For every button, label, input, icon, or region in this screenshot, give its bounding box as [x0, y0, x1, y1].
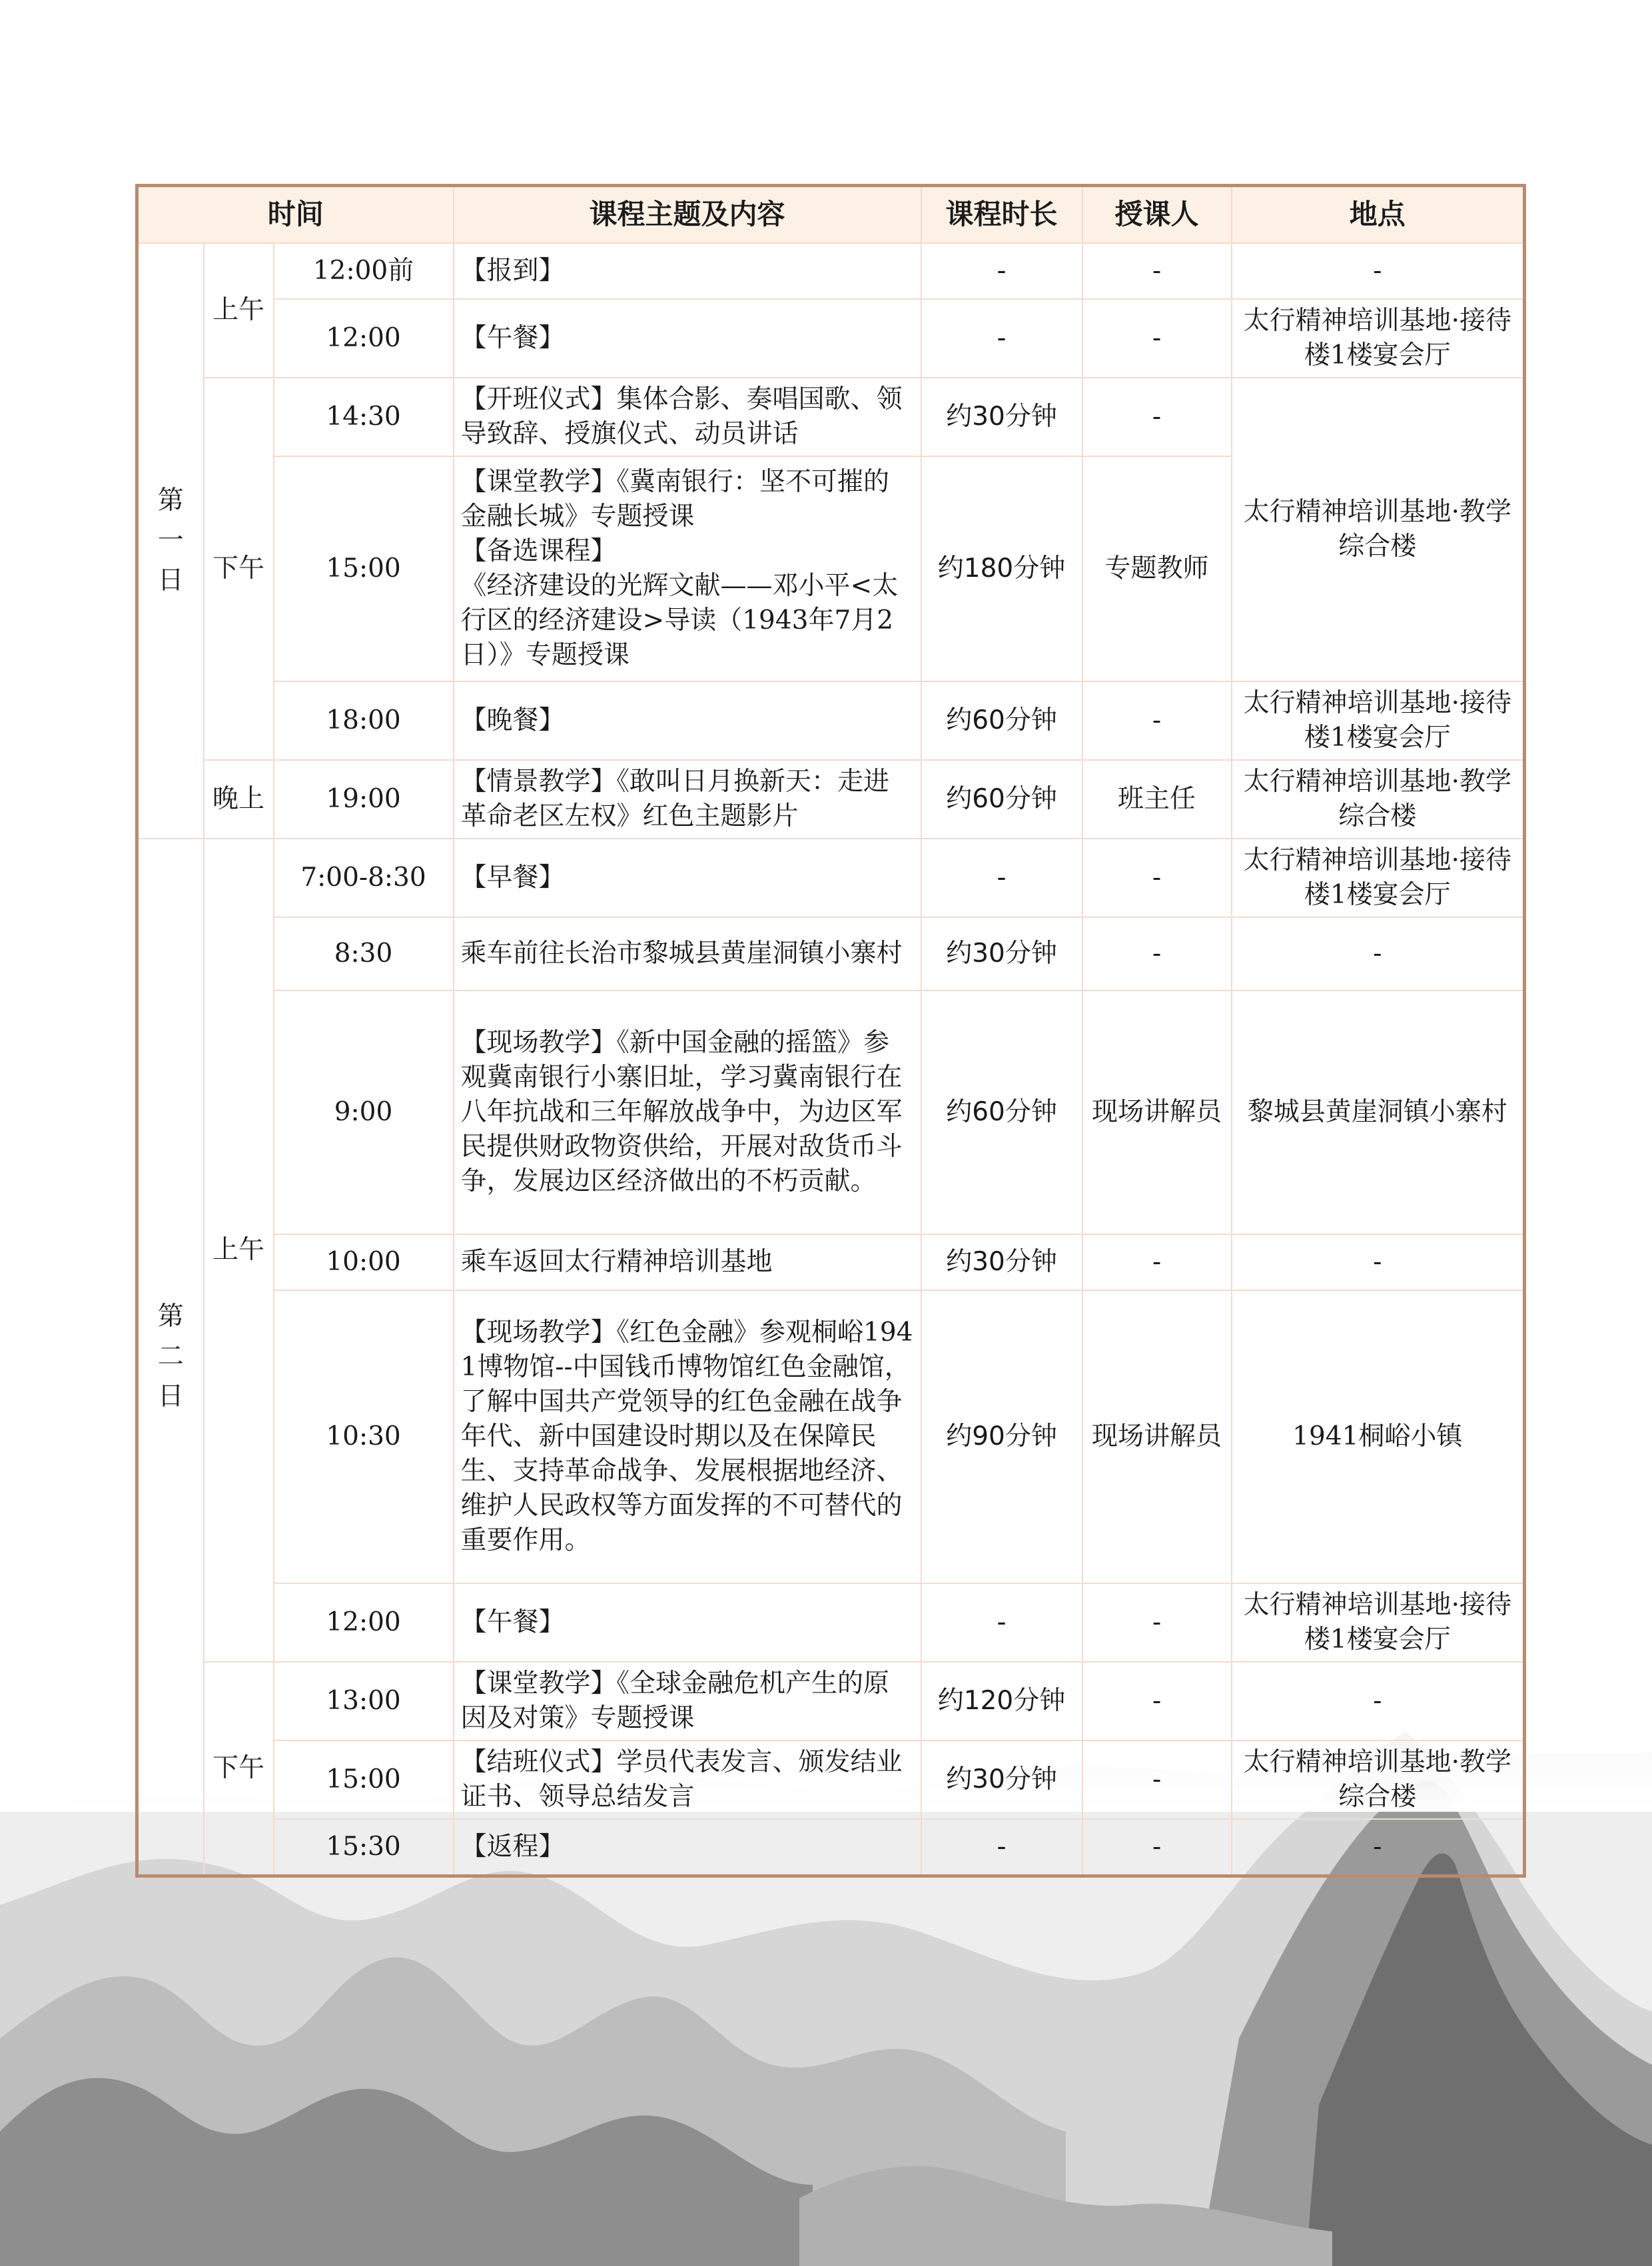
- duration-cell: 约30分钟: [921, 1234, 1082, 1290]
- table-row: [137, 1583, 1525, 1662]
- time-cell: 15:00: [274, 1740, 454, 1819]
- table-row: [137, 1662, 1525, 1740]
- time-cell: 14:30: [274, 378, 454, 456]
- location-cell: -: [1232, 1662, 1525, 1740]
- location-cell: 黎城县黄崖洞镇小寨村: [1232, 990, 1525, 1234]
- time-cell: 7:00-8:30: [274, 839, 454, 917]
- content-cell: 【结班仪式】学员代表发言、颁发结业证书、领导总结发言: [454, 1740, 921, 1819]
- location-cell: 太行精神培训基地·接待楼1楼宴会厅: [1232, 299, 1525, 378]
- table-row: [137, 1819, 1525, 1876]
- duration-cell: 约30分钟: [921, 378, 1082, 456]
- day-label: 第一日: [157, 485, 184, 595]
- location-cell: -: [1232, 243, 1525, 299]
- duration-cell: 约60分钟: [921, 760, 1082, 839]
- header-location: 地点: [1232, 186, 1525, 243]
- content-cell: 【课堂教学】《冀南银行：坚不可摧的金融长城》专题授课 【备选课程】 《经济建设的光辉文献——邓小平<太行区的经济建设>导读（1943年7月2日）》专题授课: [454, 456, 921, 681]
- content-cell: 【午餐】: [454, 1583, 921, 1662]
- location-cell: 太行精神培训基地·接待楼1楼宴会厅: [1232, 681, 1525, 760]
- time-cell: 12:00: [274, 1583, 454, 1662]
- content-cell: 【报到】: [454, 243, 921, 299]
- lecturer-cell: -: [1082, 243, 1232, 299]
- table-row: [137, 378, 1525, 456]
- lecturer-cell: 班主任: [1082, 760, 1232, 839]
- duration-cell: 约120分钟: [921, 1662, 1082, 1740]
- table-row: [137, 1740, 1525, 1819]
- lecturer-cell: 专题教师: [1082, 456, 1232, 681]
- table-row: [137, 990, 1525, 1234]
- time-cell: 10:00: [274, 1234, 454, 1290]
- table-row: [137, 760, 1525, 839]
- location-cell: 太行精神培训基地·接待楼1楼宴会厅: [1232, 1583, 1525, 1662]
- period-morning: 上午: [204, 839, 274, 1662]
- location-cell: 太行精神培训基地·教学综合楼: [1232, 1740, 1525, 1819]
- time-cell: 15:00: [274, 456, 454, 681]
- duration-cell: 约60分钟: [921, 681, 1082, 760]
- time-cell: 19:00: [274, 760, 454, 839]
- duration-cell: 约30分钟: [921, 917, 1082, 990]
- location-cell: -: [1232, 1234, 1525, 1290]
- location-cell: -: [1232, 1819, 1525, 1876]
- duration-cell: -: [921, 299, 1082, 378]
- location-cell: 1941桐峪小镇: [1232, 1290, 1525, 1583]
- header-lecturer: 授课人: [1082, 186, 1232, 243]
- time-cell: 8:30: [274, 917, 454, 990]
- day-label: 第二日: [157, 1301, 184, 1411]
- table-row: [137, 299, 1525, 378]
- duration-cell: 约30分钟: [921, 1740, 1082, 1819]
- time-cell: 9:00: [274, 990, 454, 1234]
- content-cell: 【早餐】: [454, 839, 921, 917]
- lecturer-cell: 现场讲解员: [1082, 1290, 1232, 1583]
- time-cell: 10:30: [274, 1290, 454, 1583]
- period-evening: 晚上: [204, 760, 274, 839]
- duration-cell: -: [921, 839, 1082, 917]
- lecturer-cell: -: [1082, 378, 1232, 456]
- time-cell: 15:30: [274, 1819, 454, 1876]
- content-cell: 【情景教学】《敢叫日月换新天：走进革命老区左权》红色主题影片: [454, 760, 921, 839]
- duration-cell: -: [921, 1583, 1082, 1662]
- table-row: [137, 681, 1525, 760]
- day-one-cell: [137, 243, 204, 839]
- duration-cell: 约60分钟: [921, 990, 1082, 1234]
- header-time: 时间: [137, 186, 454, 243]
- lecturer-cell: -: [1082, 1234, 1232, 1290]
- schedule-table: [135, 184, 1526, 1878]
- content-cell: 【现场教学】《红色金融》参观桐峪1941博物馆--中国钱币博物馆红色金融馆，了解中国共产党领导的红色金融在战争年代、新中国建设时期以及在保障民生、支持革命战争、发展根据地经济、维护人民政权等方面发挥的不可替代的重要作用。: [454, 1290, 921, 1583]
- lecturer-cell: -: [1082, 299, 1232, 378]
- content-cell: 【晚餐】: [454, 681, 921, 760]
- table-row: [137, 243, 1525, 299]
- lecturer-cell: -: [1082, 1583, 1232, 1662]
- lecturer-cell: -: [1082, 839, 1232, 917]
- table-row: [137, 839, 1525, 917]
- period-afternoon: 下午: [204, 378, 274, 760]
- duration-cell: 约90分钟: [921, 1290, 1082, 1583]
- lecturer-cell: -: [1082, 681, 1232, 760]
- lecturer-cell: -: [1082, 917, 1232, 990]
- header-content: 课程主题及内容: [454, 186, 921, 243]
- duration-cell: 约180分钟: [921, 456, 1082, 681]
- content-cell: 乘车前往长治市黎城县黄崖洞镇小寨村: [454, 917, 921, 990]
- location-cell: -: [1232, 917, 1525, 990]
- table-row: [137, 1290, 1525, 1583]
- location-cell: 太行精神培训基地·教学综合楼: [1232, 378, 1525, 681]
- table-row: [137, 1234, 1525, 1290]
- content-cell: 【开班仪式】集体合影、奏唱国歌、领导致辞、授旗仪式、动员讲话: [454, 378, 921, 456]
- time-cell: 18:00: [274, 681, 454, 760]
- time-cell: 12:00前: [274, 243, 454, 299]
- table-row: [137, 917, 1525, 990]
- period-morning: 上午: [204, 243, 274, 378]
- time-cell: 12:00: [274, 299, 454, 378]
- lecturer-cell: -: [1082, 1740, 1232, 1819]
- content-cell: 【课堂教学】《全球金融危机产生的原因及对策》专题授课: [454, 1662, 921, 1740]
- time-cell: 13:00: [274, 1662, 454, 1740]
- day-two-cell: [137, 839, 204, 1876]
- header-duration: 课程时长: [921, 186, 1082, 243]
- content-cell: 【午餐】: [454, 299, 921, 378]
- duration-cell: -: [921, 243, 1082, 299]
- lecturer-cell: -: [1082, 1662, 1232, 1740]
- lecturer-cell: 现场讲解员: [1082, 990, 1232, 1234]
- location-cell: 太行精神培训基地·教学综合楼: [1232, 760, 1525, 839]
- table-header-row: [137, 186, 1525, 243]
- duration-cell: -: [921, 1819, 1082, 1876]
- content-cell: 【返程】: [454, 1819, 921, 1876]
- content-cell: 乘车返回太行精神培训基地: [454, 1234, 921, 1290]
- period-afternoon: 下午: [204, 1662, 274, 1876]
- location-cell: 太行精神培训基地·接待楼1楼宴会厅: [1232, 839, 1525, 917]
- lecturer-cell: -: [1082, 1819, 1232, 1876]
- content-cell: 【现场教学】《新中国金融的摇篮》参观冀南银行小寨旧址，学习冀南银行在八年抗战和三年解放战争中，为边区军民提供财政物资供给，开展对敌货币斗争，发展边区经济做出的不朽贡献。: [454, 990, 921, 1234]
